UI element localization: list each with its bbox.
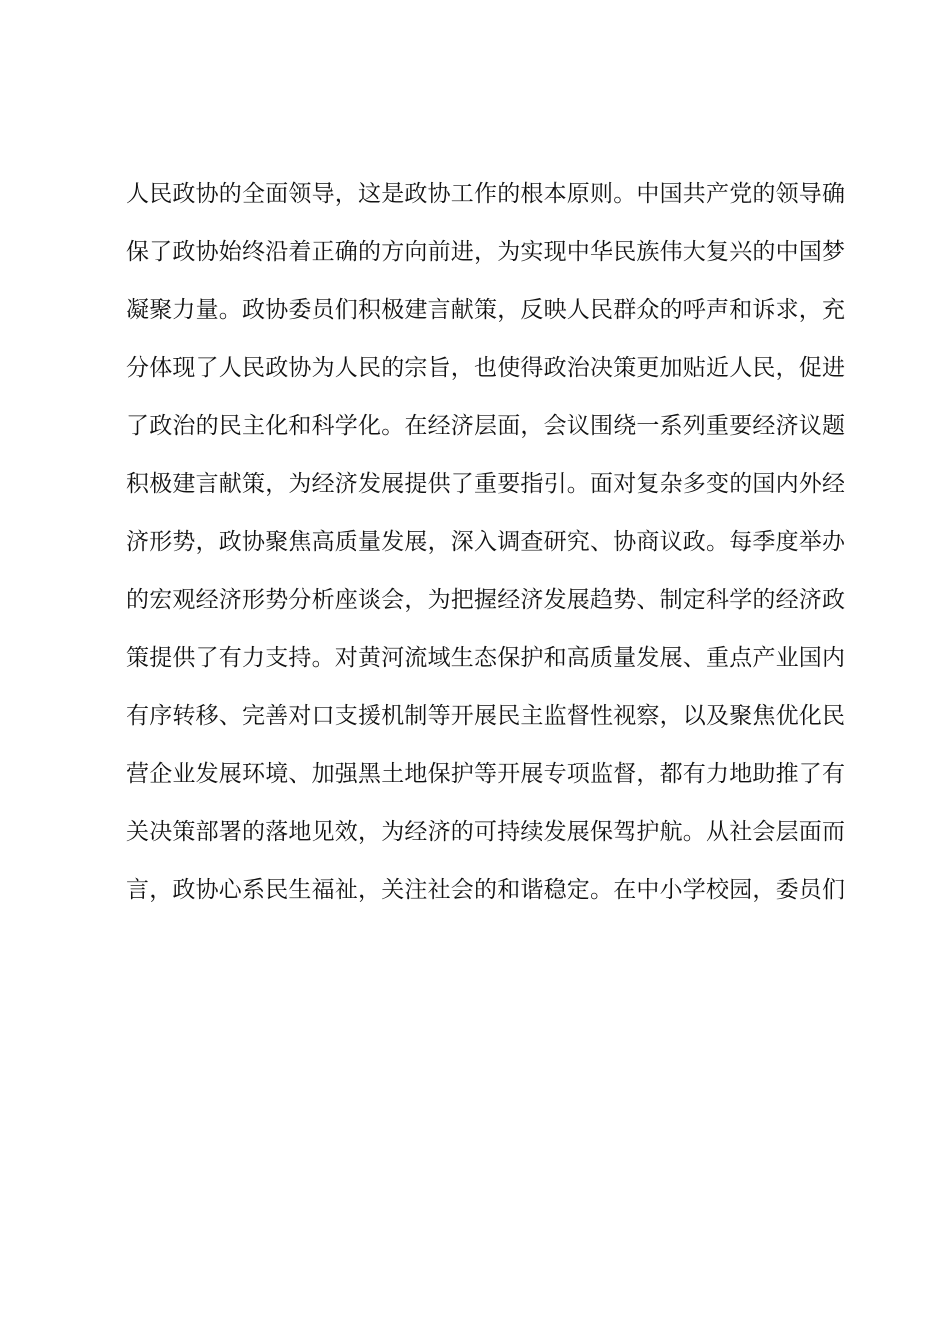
text-line-1: 人民政协的全面领导，这是政协工作的根本原则。中国共产党的领导确 (126, 181, 846, 207)
text-line-5: 了政治的民主化和科学化。在经济层面，会议围绕一系列重要经济议题 (126, 413, 846, 439)
text-line-6: 积极建言献策，为经济发展提供了重要指引。面对复杂多变的国内外经 (126, 471, 846, 497)
text-line-3: 凝聚力量。政协委员们积极建言献策，反映人民群众的呼声和诉求，充 (126, 297, 846, 323)
text-line-11: 营企业发展环境、加强黑土地保护等开展专项监督，都有力地助推了有 (126, 761, 846, 787)
text-line-13: 言，政协心系民生福祉，关注社会的和谐稳定。在中小学校园，委员们 (126, 877, 846, 903)
text-line-10: 有序转移、完善对口支援机制等开展民主监督性视察，以及聚焦优化民 (126, 703, 846, 729)
text-line-2: 保了政协始终沿着正确的方向前进，为实现中华民族伟大复兴的中国梦 (126, 239, 846, 265)
text-line-8: 的宏观经济形势分析座谈会，为把握经济发展趋势、制定科学的经济政 (126, 587, 846, 613)
body-paragraph (126, 172, 846, 926)
text-line-4: 分体现了人民政协为人民的宗旨，也使得政治决策更加贴近人民，促进 (126, 355, 846, 381)
text-line-9: 策提供了有力支持。对黄河流域生态保护和高质量发展、重点产业国内 (126, 645, 846, 671)
text-line-7: 济形势，政协聚焦高质量发展，深入调查研究、协商议政。每季度举办 (126, 529, 846, 555)
text-line-12: 关决策部署的落地见效，为经济的可持续发展保驾护航。从社会层面而 (126, 819, 846, 845)
